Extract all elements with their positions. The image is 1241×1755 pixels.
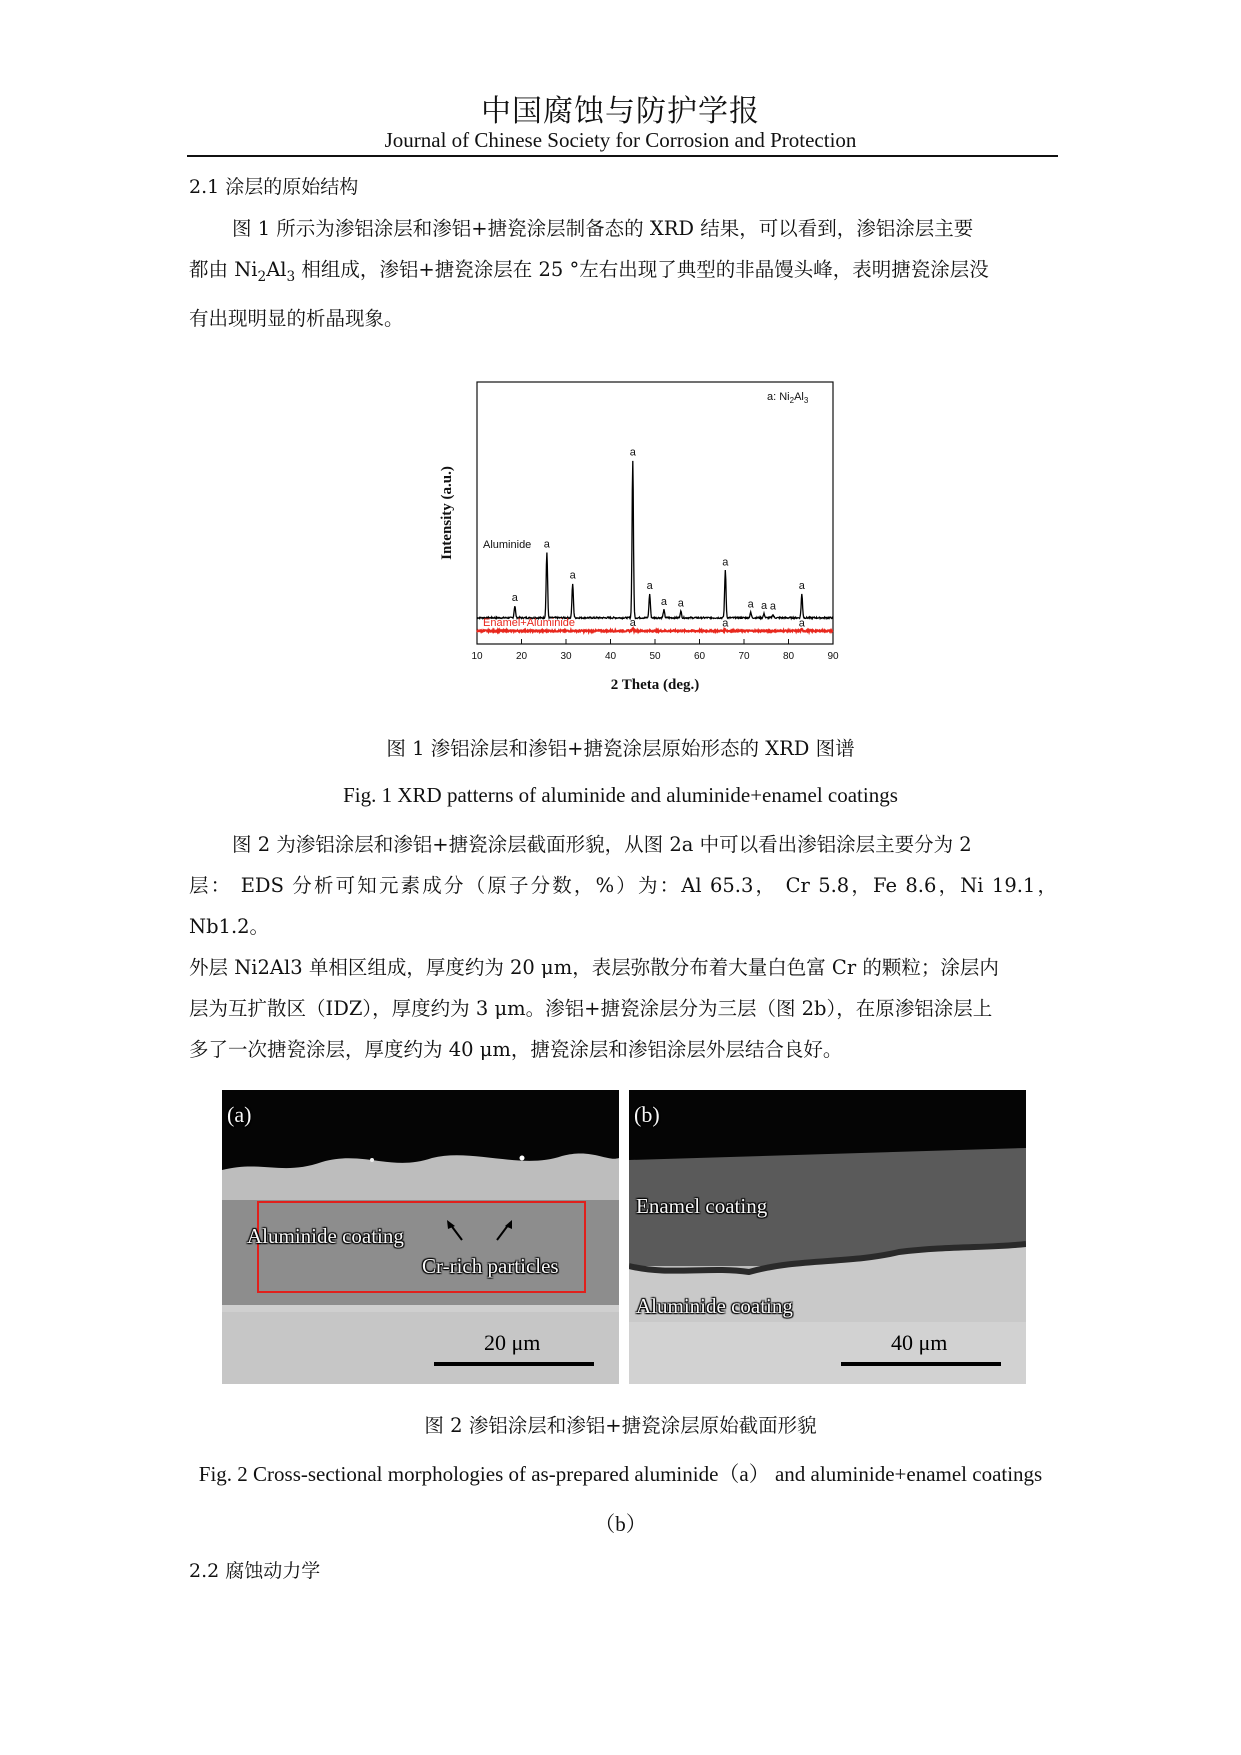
- paragraph-2-line-2: 层： EDS 分析可知元素成分（原子分数，%）为：Al 65.3， Cr 5.8，Fe 8.6，Ni 19.1，Nb1.2。: [189, 874, 1057, 938]
- cr-rich-particles-label: Cr-rich particles: [422, 1254, 559, 1278]
- peak-label-0-3: a: [629, 446, 636, 459]
- figure-2-caption-en: Fig. 2 Cross-sectional morphologies of as-prepared aluminide（a） and aluminide+enamel coatings: [198, 1462, 1043, 1486]
- peak-label-0-11: a: [798, 580, 805, 593]
- figure-2-caption-cn: 图 2 渗铝涂层和渗铝+搪瓷涂层原始截面形貌: [424, 1414, 817, 1437]
- peak-label-1-1: a: [722, 617, 729, 630]
- series-label-aluminide: Aluminide: [483, 539, 532, 551]
- paragraph-2-line-5: 多了一次搪瓷涂层，厚度约为 40 μm，搪瓷涂层和渗铝涂层外层结合良好。: [189, 1038, 843, 1061]
- micrograph-b: [629, 1090, 1026, 1384]
- peak-label-0-1: a: [543, 538, 550, 551]
- y-axis-title: Intensity (a.u.): [439, 466, 455, 560]
- paragraph-2: [189, 824, 1057, 1070]
- xrd-chart: [420, 376, 860, 710]
- scale-label-a: 20 μm: [484, 1330, 541, 1355]
- paragraph-1-line-3: 有出现明显的析晶现象。: [189, 306, 404, 330]
- paragraph-1-line-1: 图 1 所示为渗铝涂层和渗铝+搪瓷涂层制备态的 XRD 结果，可以看到，渗铝涂层主要: [232, 217, 974, 240]
- scale-bar-b: [841, 1362, 1001, 1366]
- micrograph-a: [222, 1090, 619, 1384]
- x-tick-label-1: 20: [515, 651, 528, 662]
- x-tick-label-7: 80: [782, 651, 795, 662]
- x-tick-label-0: 10: [471, 651, 483, 662]
- x-axis-title: 2 Theta (deg.): [610, 677, 700, 693]
- scale-label-b: 40 μm: [891, 1330, 948, 1355]
- journal-title-cn: 中国腐蚀与防护学报: [481, 94, 760, 129]
- peak-label-0-7: a: [722, 556, 729, 569]
- x-tick-label-3: 40: [604, 651, 617, 662]
- peak-label-1-2: a: [798, 617, 805, 630]
- aluminide-coating-label-a: Aluminide coating: [247, 1224, 404, 1248]
- legend-note: a: $Ni_2Al_3$: [767, 391, 809, 405]
- peak-label-0-2: a: [569, 569, 576, 582]
- x-tick-label-5: 60: [693, 651, 706, 662]
- paragraph-2-line-3: 外层 Ni2Al3 单相区组成，厚度约为 20 μm，表层弥散分布着大量白色富 Cr 的颗粒；涂层内: [189, 956, 999, 979]
- journal-title-en: Journal of Chinese Society for Corrosion and Protection: [384, 128, 857, 152]
- peak-label-0-9: a: [760, 599, 768, 612]
- micrograph-b-image: [629, 1090, 1026, 1384]
- paragraph-2-line-1: 图 2 为渗铝涂层和渗铝+搪瓷涂层截面形貌，从图 2a 中可以看出渗铝涂层主要分为 2: [232, 833, 972, 856]
- peak-label-0-6: a: [677, 597, 684, 610]
- figure-2-caption-en-tail: （b）: [594, 1512, 647, 1536]
- figure-1-caption-cn: 图 1 渗铝涂层和渗铝+搪瓷涂层原始形态的 XRD 图谱: [386, 737, 855, 760]
- panel-a-label: (a): [227, 1102, 252, 1127]
- x-tick-label-2: 30: [560, 651, 572, 662]
- x-tick-label-4: 50: [649, 651, 661, 662]
- peak-label-0-10: a: [769, 600, 776, 613]
- x-tick-label-8: 90: [827, 651, 839, 662]
- xrd-chart-svg: [420, 376, 860, 706]
- paragraph-1: [189, 208, 1057, 339]
- plot-frame: [477, 382, 833, 644]
- scale-bar-a: [434, 1362, 594, 1366]
- peak-label-0-8: a: [747, 598, 754, 611]
- peak-label-0-0: a: [511, 592, 518, 605]
- figure-1-caption-en: Fig. 1 XRD patterns of aluminide and aluminide+enamel coatings: [343, 783, 898, 807]
- paragraph-2-line-4: 层为互扩散区（IDZ），厚度约为 3 μm。渗铝+搪瓷涂层分为三层（图 2b），在原渗铝涂层上: [189, 997, 993, 1020]
- peak-label-0-4: a: [646, 580, 653, 593]
- peak-label-1-0: a: [629, 616, 636, 629]
- peak-label-0-5: a: [660, 595, 667, 608]
- header-rule: [187, 155, 1058, 157]
- section-heading-2-2: 2.2 腐蚀动力学: [189, 1560, 321, 1582]
- paragraph-1-line-2: 都由 $Ni_2Al_3$ 相组成，渗铝+搪瓷涂层在 25 °左右出现了典型的非晶馒头峰，表明搪瓷涂层没: [189, 258, 989, 285]
- section-heading-2-1: 2.1 涂层的原始结构: [189, 176, 359, 198]
- aluminide-coating-label-b: Aluminide coating: [636, 1294, 793, 1318]
- panel-b-label: (b): [634, 1102, 660, 1127]
- enamel-coating-label: Enamel coating: [636, 1194, 768, 1218]
- series-label-enamel: Enamel+Aluminide: [483, 617, 576, 629]
- x-tick-label-6: 70: [738, 651, 750, 662]
